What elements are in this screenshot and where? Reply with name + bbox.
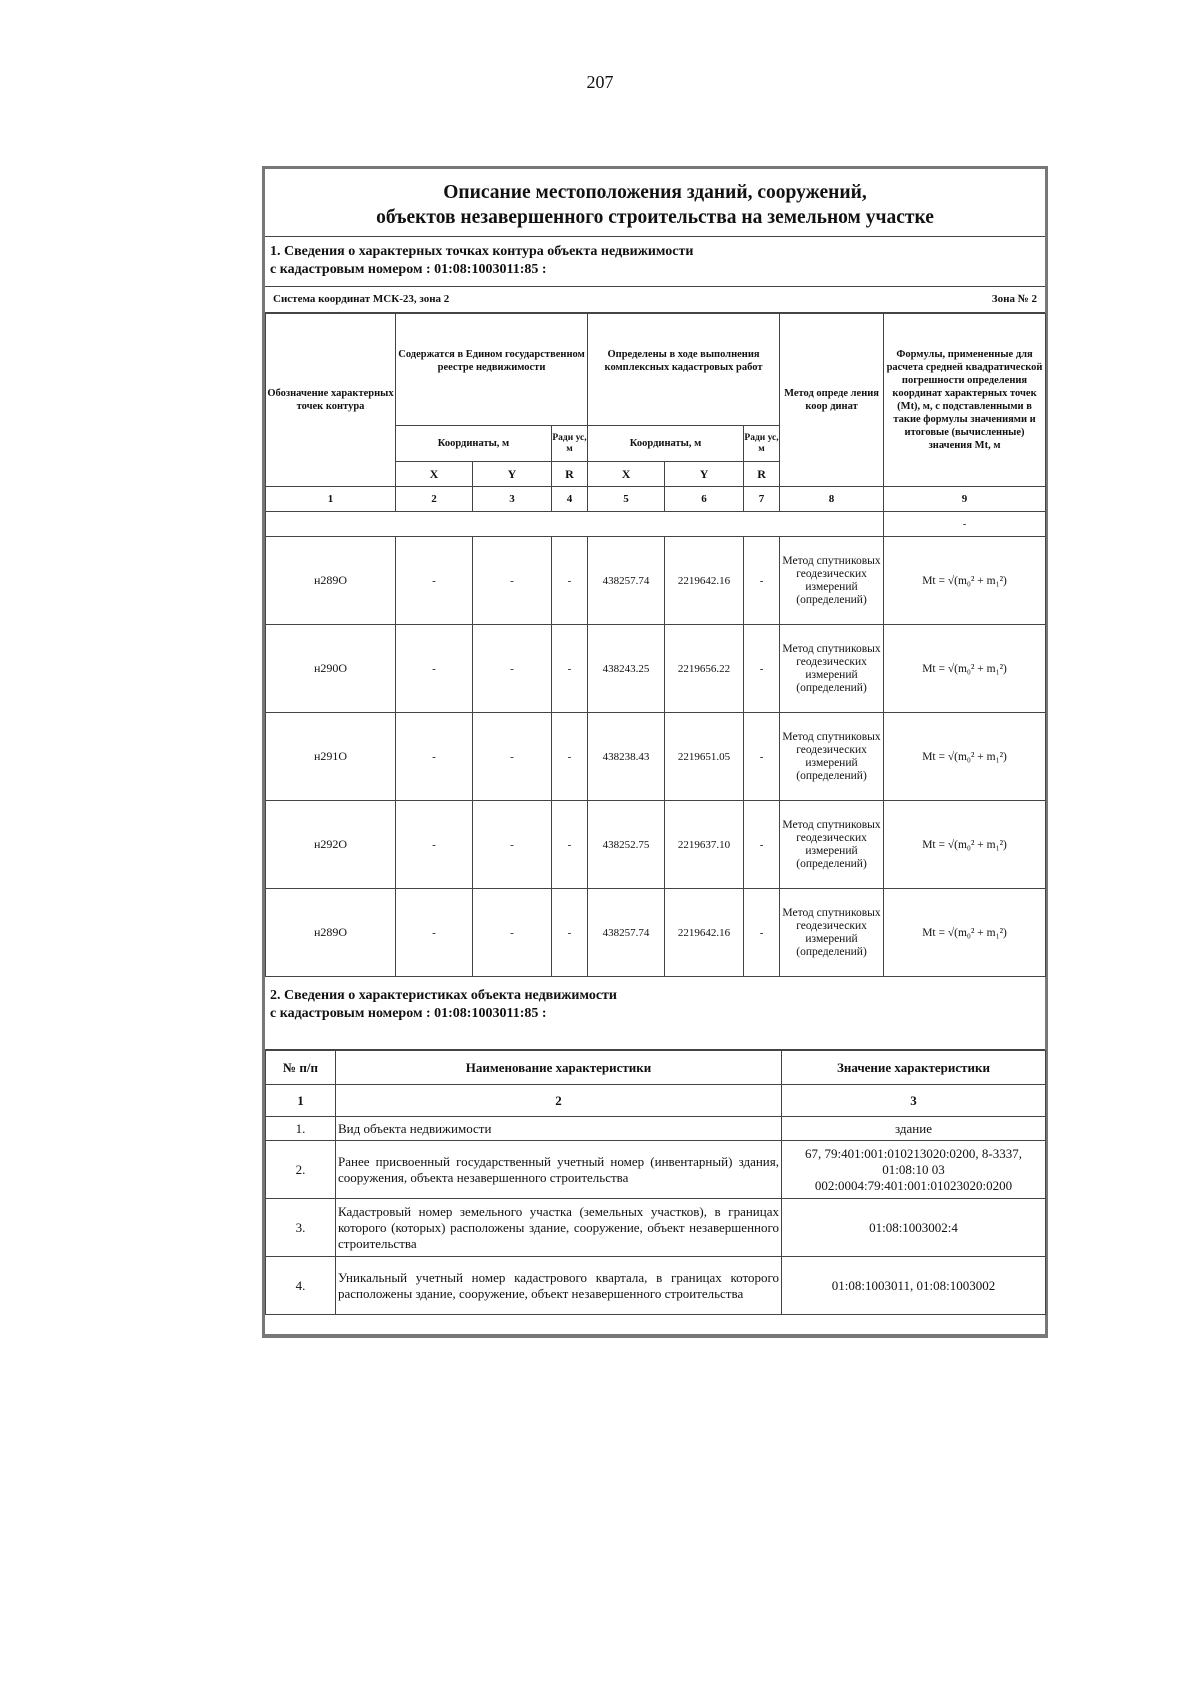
row-value: 01:08:1003011, 01:08:1003002 (782, 1257, 1046, 1315)
cell-x-egrn: - (396, 625, 473, 713)
cell-y-works: 2219637.10 (665, 801, 744, 889)
section-1-line-1: 1. Сведения о характерных точках контура объекта недвижимости (270, 244, 694, 259)
row-num: 1. (266, 1117, 336, 1141)
points-table (265, 313, 1046, 977)
empty-cell (266, 512, 884, 537)
document-frame (262, 166, 1048, 1338)
cell-formula: Mt = √(m₀² + m₁²) (884, 713, 1046, 801)
row-num: 3. (266, 1199, 336, 1257)
cell-y-egrn: - (473, 889, 552, 977)
cell-method: Метод спутниковых геодезических измерений (определений) (780, 537, 884, 625)
cell-x-works: 438238.43 (588, 713, 665, 801)
col-num-2: 2 (396, 487, 473, 512)
row-name: Уникальный учетный номер кадастрового квартала, в границах которого расположены здание, сооружение, объект незавершенного строительства (336, 1257, 782, 1315)
row-value: 67, 79:401:001:010213020:0200, 8-3337, 01:08:10 03 002:0004:79:401:001:01023020:0200 (782, 1141, 1046, 1199)
cell-x-works: 438243.25 (588, 625, 665, 713)
col-num-3: 3 (782, 1085, 1046, 1117)
col-num-6: 6 (665, 487, 744, 512)
section-2-heading (265, 977, 1045, 1050)
section-1-heading (265, 237, 1045, 287)
cell-method: Метод спутниковых геодезических измерений (определений) (780, 713, 884, 801)
col-num-8: 8 (780, 487, 884, 512)
header-r-egrn: R (552, 462, 588, 487)
characteristics-table (265, 1050, 1046, 1315)
cell-r-egrn: - (552, 801, 588, 889)
cell-x-egrn: - (396, 801, 473, 889)
col-num-1: 1 (266, 487, 396, 512)
row-value: здание (782, 1117, 1046, 1141)
col-num-3: 3 (473, 487, 552, 512)
col-num-9: 9 (884, 487, 1046, 512)
empty-row (266, 512, 1046, 537)
row-num: 4. (266, 1257, 336, 1315)
section-1-line-2: с кадастровым номером : 01:08:1003011:85 : (270, 262, 547, 277)
coordinate-system-row (265, 287, 1045, 313)
cell-y-egrn: - (473, 625, 552, 713)
header-r-works: R (744, 462, 780, 487)
header-coords-egrn: Координаты, м (396, 426, 552, 462)
cell-formula: Mt = √(m₀² + m₁²) (884, 537, 1046, 625)
cell-r-works: - (744, 889, 780, 977)
header-x-egrn: X (396, 462, 473, 487)
cell-y-works: 2219642.16 (665, 889, 744, 977)
header-formulas: Формулы, примененные для расчета средней квадратической погрешности определения координат характерных точек (Mt), м, с подставленными в такие формулы значениями и итоговые (вычисленные) значения Mt, м (884, 314, 1046, 487)
cell-r-works: - (744, 625, 780, 713)
table-row (266, 625, 1046, 713)
zone-label: Зона № 2 (991, 293, 1037, 305)
empty-row-dash: - (884, 512, 1046, 537)
cell-r-works: - (744, 537, 780, 625)
title-line-2: объектов незавершенного строительства на земельном участке (376, 207, 934, 228)
document-title (265, 169, 1045, 237)
cell-r-works: - (744, 801, 780, 889)
table-row (266, 889, 1046, 977)
row-name: Ранее присвоенный государственный учетный номер (инвентарный) здания, сооружения, объекта незавершенного строительства (336, 1141, 782, 1199)
cell-formula: Mt = √(m₀² + m₁²) (884, 801, 1046, 889)
col-num-1: 1 (266, 1085, 336, 1117)
header-designation: Обозначение характерных точек контура (266, 314, 396, 487)
cell-method: Метод спутниковых геодезических измерений (определений) (780, 625, 884, 713)
cell-x-works: 438257.74 (588, 889, 665, 977)
point-name: н290О (266, 625, 396, 713)
table-row (266, 713, 1046, 801)
cell-r-works: - (744, 713, 780, 801)
header-y-egrn: Y (473, 462, 552, 487)
point-name: н292О (266, 801, 396, 889)
header-x-works: X (588, 462, 665, 487)
header-radius-works: Ради ус, м (744, 426, 780, 462)
cell-y-works: 2219651.05 (665, 713, 744, 801)
cell-x-egrn: - (396, 889, 473, 977)
point-name: н289О (266, 889, 396, 977)
cell-r-egrn: - (552, 625, 588, 713)
cell-x-works: 438252.75 (588, 801, 665, 889)
header-y-works: Y (665, 462, 744, 487)
header-works: Определены в ходе выполнения комплексных кадастровых работ (588, 314, 780, 426)
cell-r-egrn: - (552, 713, 588, 801)
cell-x-works: 438257.74 (588, 537, 665, 625)
cell-formula: Mt = √(m₀² + m₁²) (884, 889, 1046, 977)
header-value: Значение характеристики (782, 1051, 1046, 1085)
header-num: № п/п (266, 1051, 336, 1085)
col-num-5: 5 (588, 487, 665, 512)
header-radius-egrn: Ради ус, м (552, 426, 588, 462)
point-name: н289О (266, 537, 396, 625)
header-name: Наименование характеристики (336, 1051, 782, 1085)
section-2-line-1: 2. Сведения о характеристиках объекта недвижимости (270, 988, 617, 1003)
header-coords-works: Координаты, м (588, 426, 744, 462)
cell-method: Метод спутниковых геодезических измерений (определений) (780, 801, 884, 889)
table-row (266, 1117, 1046, 1141)
col-num-7: 7 (744, 487, 780, 512)
title-line-1: Описание местоположения зданий, сооружений, (443, 182, 867, 203)
table-row (266, 1141, 1046, 1199)
table-row (266, 1257, 1046, 1315)
row-num: 2. (266, 1141, 336, 1199)
point-name: н291О (266, 713, 396, 801)
cell-y-egrn: - (473, 537, 552, 625)
cell-r-egrn: - (552, 889, 588, 977)
cell-formula: Mt = √(m₀² + m₁²) (884, 625, 1046, 713)
row-value: 01:08:1003002:4 (782, 1199, 1046, 1257)
coordinate-system: Система координат МСК-23, зона 2 (273, 293, 450, 305)
section-2-line-2: с кадастровым номером : 01:08:1003011:85 : (270, 1006, 547, 1021)
col-num-4: 4 (552, 487, 588, 512)
cell-x-egrn: - (396, 537, 473, 625)
row-name: Вид объекта недвижимости (336, 1117, 782, 1141)
cell-r-egrn: - (552, 537, 588, 625)
cell-y-works: 2219656.22 (665, 625, 744, 713)
table-row (266, 801, 1046, 889)
cell-y-egrn: - (473, 713, 552, 801)
cell-y-works: 2219642.16 (665, 537, 744, 625)
header-egrn: Содержатся в Едином государственном реестре недвижимости (396, 314, 588, 426)
cell-method: Метод спутниковых геодезических измерений (определений) (780, 889, 884, 977)
page-number: 207 (586, 72, 614, 92)
cell-x-egrn: - (396, 713, 473, 801)
row-name: Кадастровый номер земельного участка (земельных участков), в границах которого (которых) расположены здание, сооружение, объект незавершенного строительства (336, 1199, 782, 1257)
table-row (266, 537, 1046, 625)
table-row (266, 1199, 1046, 1257)
header-method: Метод опреде ления коор динат (780, 314, 884, 487)
col-num-2: 2 (336, 1085, 782, 1117)
cell-y-egrn: - (473, 801, 552, 889)
